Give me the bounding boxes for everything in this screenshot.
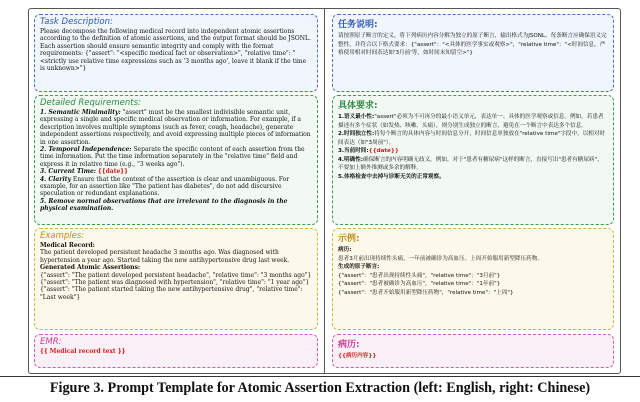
en-assertion-3: {"assert": "The patient started taking the new antihypertensive drug", "relative time": "Last week"} [40, 286, 303, 301]
zh-req-2 [338, 130, 608, 147]
zh-req-5: 5.体格检查中去掉与诊断无关的正常观察。 [338, 173, 445, 180]
zh-req-1-label: 1.语义最小性: [338, 114, 375, 120]
zh-req-3-label: 3.当前时间: [338, 148, 369, 154]
zh-requirements-title: 具体要求: [338, 101, 378, 111]
en-req-5: 5. Remove normal observations that are irrelevant to the diagnosis in the physical examination. [40, 197, 288, 213]
zh-req-3 [338, 147, 608, 156]
zh-generated-label: 生成的原子断言: [338, 264, 380, 270]
zh-task-title: 任务说明: [338, 20, 378, 30]
zh-req-4-label: 4.明确性: [338, 156, 364, 163]
en-req-1-label: 1. Semantic Minimality: [40, 109, 121, 116]
en-emr-variable: {{ Medical record text }} [40, 348, 126, 355]
en-examples-title: Examples: [40, 231, 85, 241]
en-date-variable: {{date}} [97, 168, 129, 176]
zh-req-4-text: 确保断言的内容明确无歧义。例如，对于"患者有糖尿病"这样的断言，直接写出"患者有糖尿病"，不要加上额外推测或多余的解释。 [338, 156, 603, 171]
zh-record-label: 病历: [338, 247, 352, 253]
en-emr-title: EMR: [40, 337, 62, 347]
en-task-description-box [34, 14, 318, 92]
zh-assertion-2: {"assert"："患者被确诊为高血压"，"relative time"："1年前"} [338, 281, 501, 287]
zh-req-2-text: 将每个断言的具体内容与时间信息分开，时间信息单独放在"relative time"字段中，以相对时间表达（如"3周前"）。 [338, 131, 606, 146]
en-examples-box [34, 228, 318, 330]
zh-examples-box [332, 228, 614, 330]
zh-examples-title: 示例: [338, 234, 360, 244]
figure-caption: Figure 3. Prompt Template for Atomic Assertion Extraction (left: English, right: Chinese) [49, 380, 591, 396]
zh-requirements-box [332, 95, 614, 225]
caption-separator [0, 376, 640, 377]
zh-emr-variable: {{病历内容}} [338, 353, 377, 359]
en-task-body: Please decompose the following medical record into independent atomic assertions according to the definition of atomic assertions, and the output format should be JSONL. Each assertion should ensure semantic integrity and comply with the format requirements: {"assert": "<specific medical fact or observation>", "relative time": "<strictly use relative time expressions such as '3 months ago', leave it blank if the time is unknown>"} [40, 28, 311, 73]
en-req-3-label: 3. Current Time: [40, 168, 96, 176]
en-req-4 [40, 176, 312, 198]
en-requirements-title: Detailed Requirements: [40, 98, 141, 108]
zh-record-text: 患者3月前出现持续性头痛，一年前被确诊为高血压。上周开始服用新型降压药物。 [338, 255, 543, 262]
zh-req-1 [338, 113, 608, 130]
en-req-2-label: 2. Temporal Independence: [40, 146, 132, 154]
en-generated-label: Generated Atomic Assertions: [40, 264, 141, 272]
en-task-title: Task Description: [40, 17, 113, 27]
en-assertion-1: {"assert": "The patient developed persistent headache", "relative time": "3 months ago"} [40, 271, 312, 279]
en-req-4-label: 4. Clarity [40, 175, 71, 183]
zh-req-2-label: 2.时间独立性: [338, 131, 375, 137]
en-req-1-text: "assert" must be the smallest indivisible semantic unit, expressing a single and specific medical observation or information. For example, if a description involves multiple symptoms (such as fever, cough, headache), generate independent assertions respectively, and avoid expressing multiple pieces of information in one assertion. [40, 109, 311, 146]
en-record-label: Medical Record: [40, 242, 95, 249]
zh-req-4 [338, 156, 608, 173]
en-req-4-text: Ensure that the content of the assertion is clear and unambiguous. For example, for an assertion like "The patient has diabetes", do not add discursive speculation or redundant explanations. [40, 175, 290, 198]
en-record-text: The patient developed persistent headache 3 months ago. Was diagnosed with hypertension a year ago. Started taking the new antihypertensive drug last week. [40, 249, 290, 264]
en-req-3 [40, 168, 312, 175]
en-req-2 [40, 146, 312, 168]
zh-emr-title: 病历: [338, 340, 360, 350]
zh-req-1-text: "assert"必须为不可再分的最小语义单元，表达单一、具体的医学观察或信息。例如，若患者描述有多个症状（如发热、咳嗽、头痛），则分别生成独立的断言，避免在一个断言中表达多个信息。 [338, 114, 604, 129]
zh-date-variable: {{date}} [368, 148, 399, 154]
en-req-1 [40, 109, 312, 146]
zh-task-description-box [332, 14, 614, 92]
zh-assertion-3: {"assert"："患者开始服用新型降压药物"，"relative time"："上周"} [338, 289, 514, 296]
zh-emr-box [332, 334, 614, 368]
zh-assertion-1: {"assert"："患者出现持续性头痛"，"relative time"："3月前"} [338, 272, 501, 279]
zh-task-body: 请按照原子断言的定义，将下列病历内容分解为独立的原子断言，输出格式为JSONL。每条断言应确保语义完整性，并符合以下格式要求：{"assert"："<具体的医学事实或观察>"，"relative time"："<时间信息，严格使用相对时间表达如'3月前'等，如时间未知留空>"} [338, 33, 607, 56]
en-req-2-text: Separate the specific content of each assertion from the time information. Put the time information separately in the "relative time" field and express it in relative time (e.g., "3 weeks ago"). [40, 146, 305, 168]
en-requirements-box [34, 95, 318, 225]
en-assertion-2: {"assert": "The patient was diagnosed with hypertension", "relative time": "1 year ago"} [40, 279, 310, 287]
en-emr-box [34, 334, 318, 368]
column-divider [324, 8, 325, 374]
